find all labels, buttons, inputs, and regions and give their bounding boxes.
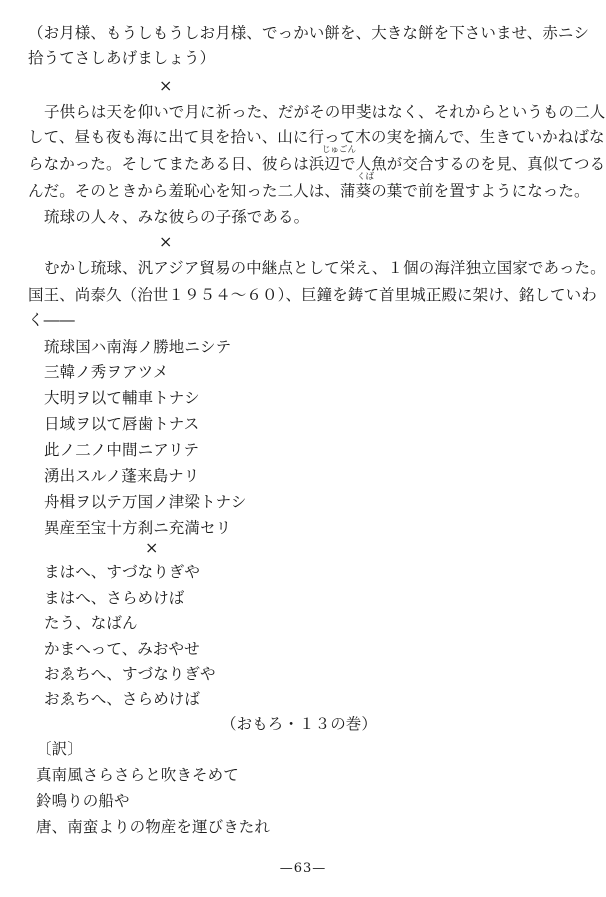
source-citation: （おもろ・１３の巻） (221, 715, 378, 733)
inscription-line: 舟楫ヲ以テ万国ノ津梁トナシ (44, 493, 247, 511)
verse-line: まはへ、さらめけば (44, 589, 185, 607)
inscription-line: 三韓ノ秀ヲアツメ (44, 363, 169, 381)
inscription-line: 日域ヲ以て唇歯トナス (44, 415, 200, 433)
inscription-line: 此ノ二ノ中間ニアリテ (44, 441, 200, 459)
inscription-line: 大明ヲ以て輔車トナシ (44, 389, 200, 407)
text-line: 国王、尚泰久（治世１９５４～６０）、巨鐘を鋳て首里城正殿に架け、銘していわ (28, 286, 597, 304)
translation-heading: 〔訳〕 (36, 740, 83, 758)
text-line: 拾うてさしあげましょう） (28, 49, 216, 67)
text-line: らなかった。そしてまたある日、彼らは浜辺で人魚が交合するのを見、真似てつる (28, 155, 606, 173)
verse-line: まはへ、すづなりぎや (44, 563, 201, 581)
text-line: むかし琉球、汎アジア貿易の中継点として栄え、１個の海洋独立国家であった。 (44, 259, 606, 277)
inscription-line: 琉球国ハ南海ノ勝地ニシテ (44, 338, 232, 356)
verse-line: おゑちへ、さらめけば (44, 690, 201, 708)
verse-line: おゑちへ、すづなりぎや (44, 665, 216, 683)
inscription-line: 湧出スルノ蓬来島ナリ (44, 467, 200, 485)
section-separator: × (159, 232, 173, 251)
translation-line: 唐、南蛮よりの物産を運びきたれ (36, 818, 271, 836)
translation-line: 鈴鳴りの船や (36, 792, 130, 810)
text-line: 琉球の人々、みな彼らの子孫である。 (44, 208, 310, 226)
page-number: —63— (279, 861, 327, 876)
verse-line: たう、なばん (44, 614, 138, 632)
translation-line: 真南風さらさらと吹きそめて (36, 766, 239, 784)
text-line: 子供らは天を仰いで月に祈った、だがその甲斐はなく、それからというもの二人 (44, 103, 606, 121)
verse-line: かまへって、みおやせ (44, 640, 200, 658)
text-line: （お月様、もうしもうしお月様、でっかい餅を、大きな餅を下さいませ、赤ニシ (28, 24, 590, 42)
text-line: んだ。そのときから羞恥心を知った二人は、蒲葵の葉で前を置すようになった。 (28, 182, 590, 200)
furigana-jugon: じゅごん (322, 145, 357, 155)
furigana-kuba: くば (357, 172, 375, 182)
text-line: く―― (28, 311, 75, 329)
inscription-line: 異産至宝十方刹ニ充満セリ (44, 519, 232, 537)
section-separator: × (159, 76, 173, 95)
section-separator: × (145, 538, 159, 557)
text-line: して、昼も夜も海に出て貝を拾い、山に行って木の実を摘んで、生きていかねばな (28, 128, 605, 146)
